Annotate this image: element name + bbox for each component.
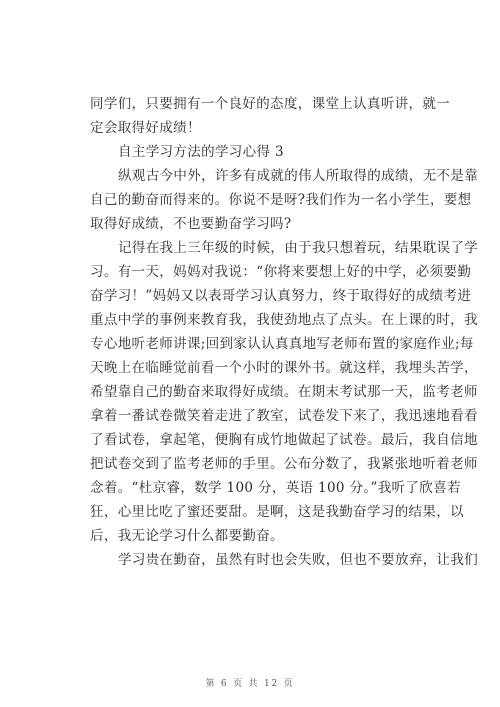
section-heading: 自主学习方法的学习心得 3 xyxy=(118,144,284,160)
text-line: 专心地听老师讲课;回到家认认真真地写老师布置的家庭作业;每 xyxy=(90,336,474,352)
text-line: 习。有一天，妈妈对我说：“你将来要想上好的中学，必须要勤 xyxy=(90,264,472,280)
text-line: 定会取得好成绩！ xyxy=(90,120,201,136)
text-line: 奋学习！”妈妈又以表哥学习认真努力，终于取得好的成绩考进 xyxy=(90,288,472,304)
text-line: 天晚上在临睡觉前看一个小时的课外书。就这样，我埋头苦学， xyxy=(90,360,478,376)
text-line: 记得在我上三年级的时候，由于我只想着玩，结果耽误了学 xyxy=(118,240,479,256)
text-line: 狂，心里比吃了蜜还要甜。是啊，这是我勤奋学习的结果，以 xyxy=(90,504,464,520)
text-line: 把试卷交到了监考老师的手里。公布分数了，我紧张地听着老师 xyxy=(90,456,478,472)
text-line: 后，我无论学习什么都要勤奋。 xyxy=(90,528,284,544)
text-line: 纵观古今中外，许多有成就的伟人所取得的成绩，无不是靠 xyxy=(118,168,479,184)
text-line: 了看试卷，拿起笔，便胸有成竹地做起了试卷。最后，我自信地 xyxy=(90,432,478,448)
text-line: 希望靠自己的勤奋来取得好成绩。在期末考试那一天，监考老师 xyxy=(90,384,478,400)
text-line: 学习贵在勤奋，虽然有时也会失败，但也不要放弃，让我们 xyxy=(118,552,479,568)
page-number-footer: 第 6 页 共 12 页 xyxy=(205,679,295,689)
document-body xyxy=(90,92,479,572)
text-line: 同学们，只要拥有一个良好的态度，课堂上认真听讲，就一 xyxy=(90,96,451,112)
text-line: 取得好成绩，不也要勤奋学习吗? xyxy=(90,216,292,232)
text-line: 念着。“杜京睿，数学 100 分，英语 100 分。”我听了欣喜若 xyxy=(90,480,461,496)
text-line: 拿着一番试卷微笑着走进了教室，试卷发下来了，我迅速地看看 xyxy=(90,408,478,424)
text-line: 自己的勤奋而得来的。你说不是呀?我们作为一名小学生，要想 xyxy=(90,192,472,208)
text-line: 重点中学的事例来教育我，我使劲地点了点头。在上课的时，我 xyxy=(90,312,478,328)
